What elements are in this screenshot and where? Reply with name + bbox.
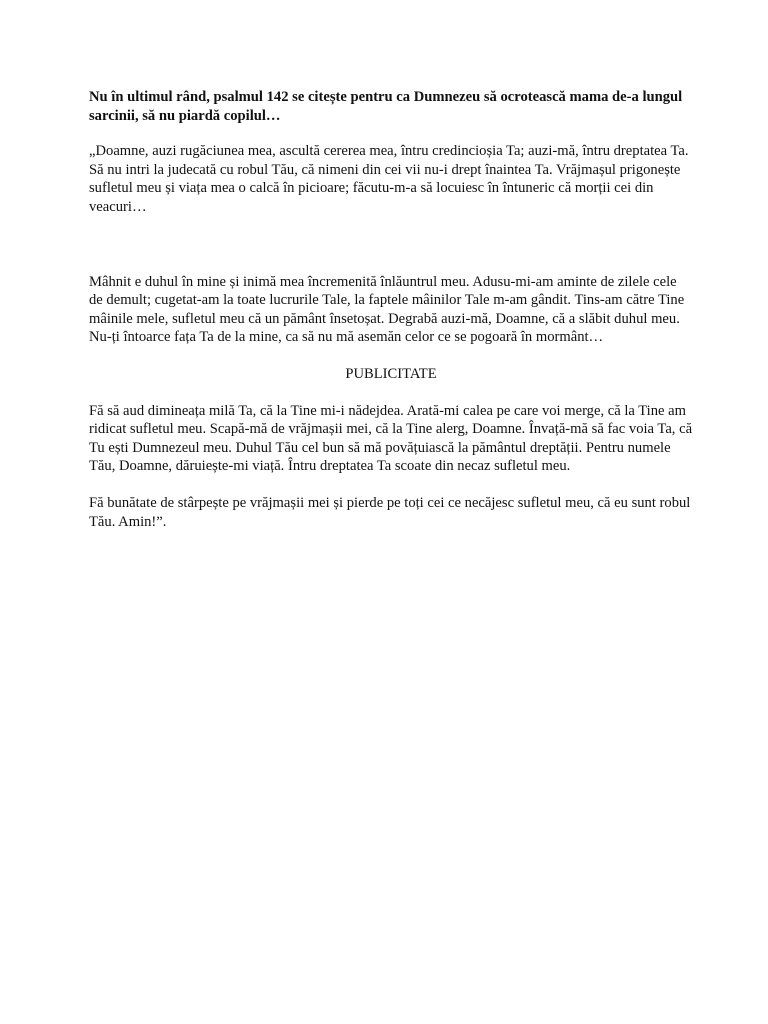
psalm-paragraph-2: Mâhnit e duhul în mine și inimă mea încremenită înlăuntrul meu. Adusu-mi-am aminte de zilele cele de demult; cugetat-am la toate lucrurile Tale, la faptele mâinilor Tale m-am gândit. Tins-am către Tine mâinile mele, sufletul meu că un pământ însetoșat. Degrabă auzi-mă, Doamne, că a slăbit duhul meu. Nu-ți întoarce fața Ta de la mine, ca să nu mă asemăn celor ce se pogoară în mormânt… <box>89 273 685 346</box>
psalm-paragraph-4: Fă bunătate de stârpește pe vrăjmașii mei și pierde pe toți cei ce necăjesc sufletul meu, că eu sunt robul Tău. Amin!”. <box>89 494 691 530</box>
psalm-paragraph-1: „Doamne, auzi rugăciunea mea, ascultă cererea mea, întru credincioșia Ta; auzi-mă, întru dreptatea Ta. Să nu intri la judecată cu robul Tău, că nimeni din cei vii nu-i drept înaintea Ta. Vrăjmașul prigonește sufletul meu și viața mea o calcă în picioare; făcutu-m-a să locuiesc în întuneric că morții cei din veacuri… <box>89 143 689 215</box>
psalm-paragraph-3: Fă să aud dimineața milă Ta, că la Tine mi-i nădejdea. Arată-mi calea pe care voi merge, că la Tine am ridicat sufletul meu. Scapă-mă de vrăjmașii mei, că la Tine alerg, Doamne. Învață-mă să fac voia Ta, că Tu ești Dumnezeul meu. Duhul Tău cel bun să mă povățuiască la pământul dreptății. Pentru numele Tău, Doamne, dăruiește-mi viață. Întru dreptatea Ta scoate din necaz sufletul meu. <box>89 402 693 475</box>
lead-paragraph: Nu în ultimul rând, psalmul 142 se citește pentru ca Dumnezeu să ocrotească mama de-a lungul sarcinii, să nu piardă copilul… <box>89 89 683 124</box>
document-page <box>89 88 693 531</box>
advertisement-label: PUBLICITATE <box>345 365 437 382</box>
